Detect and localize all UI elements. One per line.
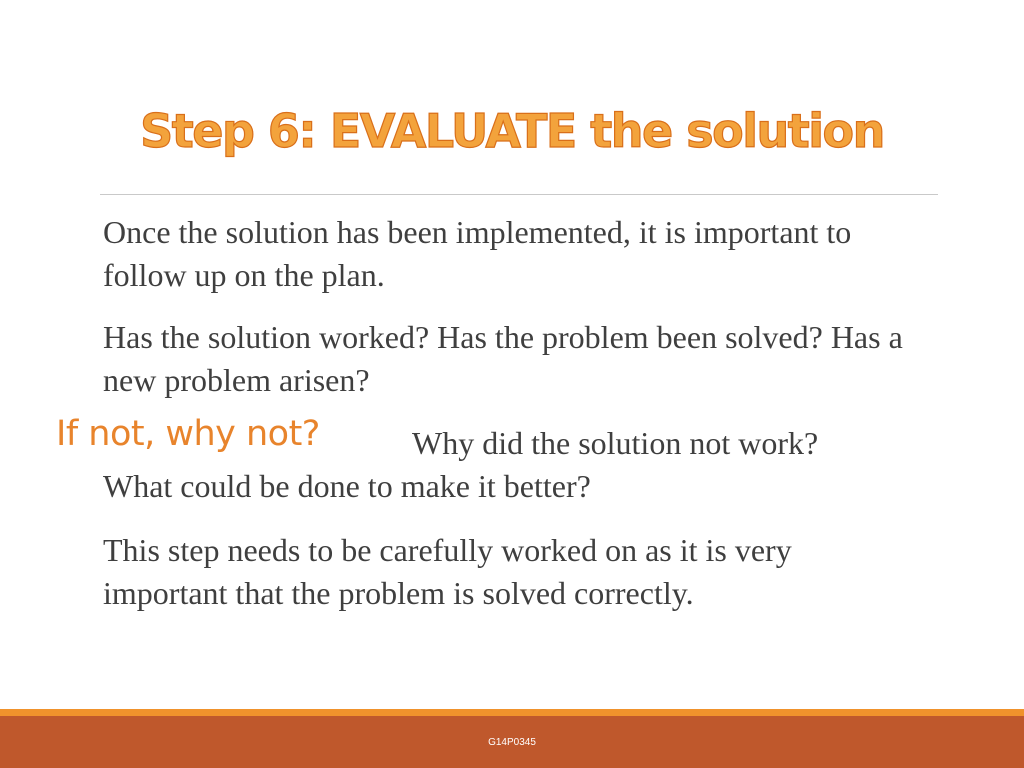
footer-label: G14P0345 [488, 737, 536, 748]
paragraph-careful-step: This step needs to be carefully worked on as it is very important that the problem is solved correctly. [103, 532, 792, 611]
paragraph-follow-up: Once the solution has been implemented, it is important to follow up on the plan. [103, 214, 852, 293]
paragraph-questions: Has the solution worked? Has the problem been solved? Has a new problem arisen? [103, 319, 903, 398]
footer-accent-line [0, 709, 1024, 716]
slide-title: Step 6: EVALUATE the solution [140, 104, 884, 158]
callout-if-not-why-not: If not, why not? [56, 414, 320, 454]
paragraph-why-not-line1: Why did the solution not work? [412, 425, 819, 461]
title-divider [100, 194, 938, 195]
paragraph-why-not-line2: What could be done to make it better? [103, 468, 591, 504]
